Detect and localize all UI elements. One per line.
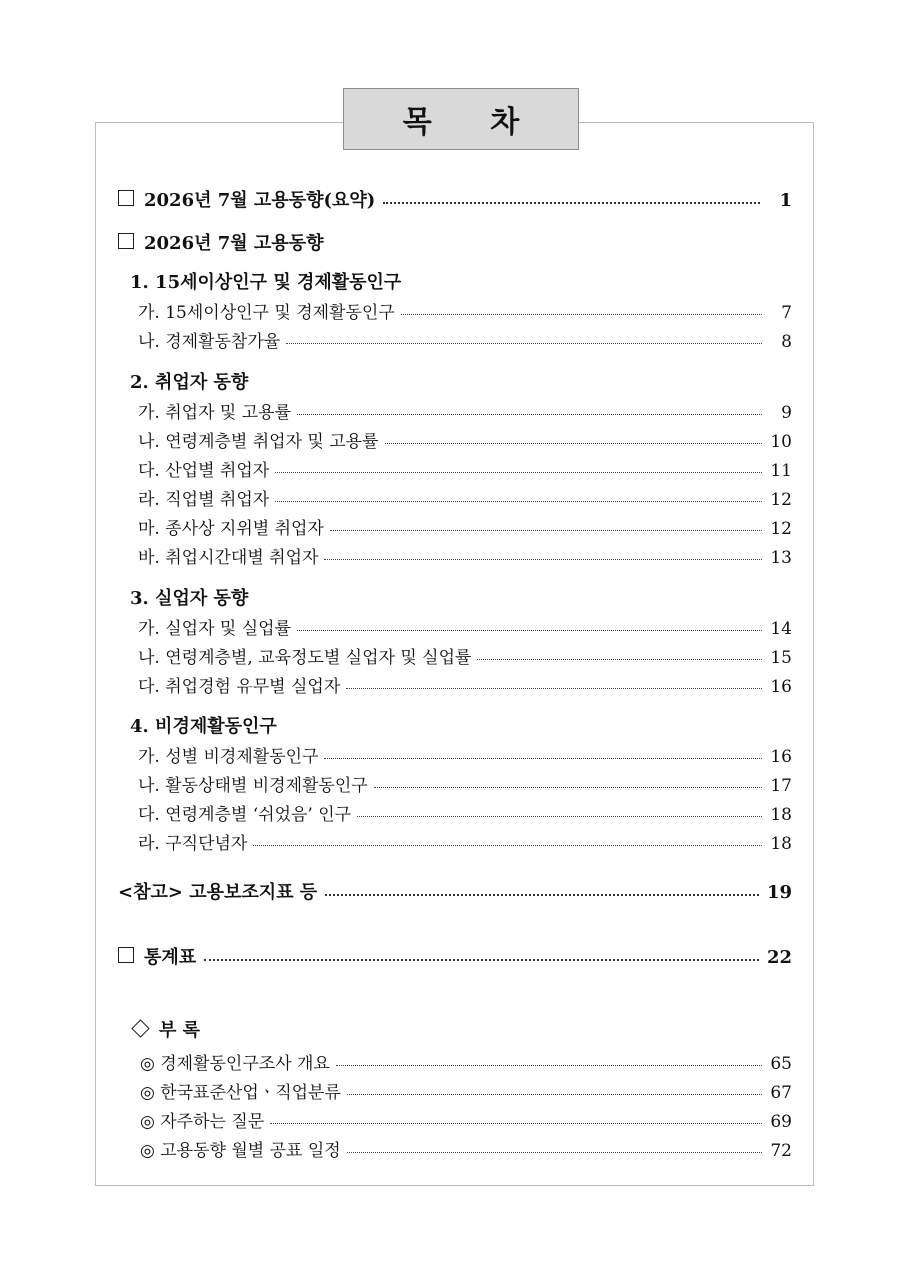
toc-entry-page: 16 <box>770 747 792 767</box>
appendix-entry-page: 65 <box>770 1054 792 1074</box>
toc-entry[interactable] <box>118 268 804 294</box>
toc-entry-label: 2026년 7월 고용동향(요약) <box>144 190 376 211</box>
toc-entry[interactable] <box>118 712 804 738</box>
toc-entry-label: 나. 연령계층별, 교육정도별 실업자 및 실업률 <box>138 648 472 668</box>
appendix-entry[interactable] <box>118 1136 792 1161</box>
dot-leader <box>385 443 762 444</box>
toc-entry[interactable] <box>118 878 792 904</box>
appendix-title <box>130 1016 200 1042</box>
toc-entry[interactable] <box>118 327 792 352</box>
toc-entry[interactable] <box>118 398 792 423</box>
dot-leader <box>204 959 759 961</box>
dot-leader <box>336 1065 762 1066</box>
toc-entry[interactable] <box>118 186 792 212</box>
dot-leader <box>383 202 760 204</box>
toc-entry-page: 16 <box>770 677 792 697</box>
toc-entry-page: 8 <box>781 332 792 352</box>
toc-entry[interactable] <box>118 584 804 610</box>
toc-entry-page: 12 <box>770 519 792 539</box>
toc-entry-label: 나. 활동상태별 비경제활동인구 <box>138 776 368 796</box>
appendix-entry-page: 67 <box>770 1083 792 1103</box>
toc-entry[interactable] <box>118 514 792 539</box>
toc-entry-page: 11 <box>770 461 792 481</box>
dot-leader <box>357 816 762 817</box>
appendix-entry-label: ◎ 한국표준산업ㆍ직업분류 <box>140 1083 341 1103</box>
dot-leader <box>324 559 762 560</box>
diamond-bullet-icon <box>131 1019 149 1037</box>
appendix-title-label: 부 록 <box>159 1020 201 1041</box>
toc-entry-label: 가. 성별 비경제활동인구 <box>138 747 319 767</box>
appendix-entry[interactable] <box>118 1078 792 1103</box>
toc-entry-label: 다. 산업별 취업자 <box>138 461 270 481</box>
toc-entry[interactable] <box>118 298 792 323</box>
toc-entry-page: 9 <box>781 403 792 423</box>
toc-entry-label: 3. 실업자 동향 <box>130 588 249 609</box>
appendix-entry-label: ◎ 자주하는 질문 <box>140 1112 265 1132</box>
square-bullet-icon <box>118 190 134 206</box>
appendix-entry[interactable] <box>118 1107 792 1132</box>
toc-entry-label: 나. 연령계층별 취업자 및 고용률 <box>138 432 379 452</box>
toc-entry-label: 라. 직업별 취업자 <box>138 490 270 510</box>
toc-entry-label: 나. 경제활동참가율 <box>138 332 281 352</box>
appendix-entry-label: ◎ 경제활동인구조사 개요 <box>140 1054 330 1074</box>
toc-entry-label: 다. 취업경험 유무별 실업자 <box>138 677 341 697</box>
toc-entry-page: 17 <box>770 776 792 796</box>
page-title: 목 차 <box>343 88 579 150</box>
dot-leader <box>275 501 762 502</box>
toc-entry-page: 7 <box>781 303 792 323</box>
toc-entry[interactable] <box>118 943 792 969</box>
appendix-entry-label: ◎ 고용동향 월별 공표 일정 <box>140 1141 341 1161</box>
dot-leader <box>297 414 762 415</box>
toc-entry-label: 마. 종사상 지위별 취업자 <box>138 519 324 539</box>
toc-entry-page: 19 <box>766 882 792 903</box>
toc-entry-label: 라. 구직단념자 <box>138 834 248 854</box>
toc-entry-label: 가. 15세이상인구 및 경제활동인구 <box>138 303 395 323</box>
toc-entry[interactable] <box>118 543 792 568</box>
toc-entry[interactable] <box>118 672 792 697</box>
toc-entry-page: 14 <box>770 619 792 639</box>
dot-leader <box>347 1152 762 1153</box>
dot-leader <box>297 630 762 631</box>
dot-leader <box>325 894 759 896</box>
toc-entry-page: 10 <box>770 432 792 452</box>
toc-entry-label: 가. 실업자 및 실업률 <box>138 619 291 639</box>
toc-entry-label: 2026년 7월 고용동향 <box>144 233 324 254</box>
dot-leader <box>275 472 762 473</box>
toc-entry-page: 18 <box>770 805 792 825</box>
toc-entry-label: 바. 취업시간대별 취업자 <box>138 548 319 568</box>
toc-entry-page: 15 <box>770 648 792 668</box>
dot-leader <box>477 659 762 660</box>
toc-entry-page: 18 <box>770 834 792 854</box>
toc-entry[interactable] <box>118 485 792 510</box>
toc-entry[interactable] <box>118 427 792 452</box>
toc-entry-page: 13 <box>770 548 792 568</box>
toc-entry-label: 통계표 <box>144 947 197 968</box>
dot-leader <box>286 343 762 344</box>
dot-leader <box>346 688 762 689</box>
toc-entry-label: 다. 연령계층별 ‘쉬었음’ 인구 <box>138 805 352 825</box>
toc-entry[interactable] <box>118 614 792 639</box>
square-bullet-icon <box>118 233 134 249</box>
toc-entry-label: 2. 취업자 동향 <box>130 372 249 393</box>
toc-entry-label: <참고> 고용보조지표 등 <box>118 882 318 903</box>
toc-entry[interactable] <box>118 771 792 796</box>
toc-entry[interactable] <box>118 800 792 825</box>
toc-entry-label: 4. 비경제활동인구 <box>130 716 277 737</box>
toc-entry[interactable] <box>118 456 792 481</box>
dot-leader <box>270 1123 762 1124</box>
toc-entry[interactable] <box>118 368 804 394</box>
toc-entry-page: 12 <box>770 490 792 510</box>
toc-entry-label: 1. 15세이상인구 및 경제활동인구 <box>130 272 402 293</box>
dot-leader <box>253 845 762 846</box>
toc-entry-page: 1 <box>779 190 792 211</box>
dot-leader <box>324 758 762 759</box>
toc-entry[interactable] <box>118 829 792 854</box>
square-bullet-icon <box>118 947 134 963</box>
toc-entry-page: 22 <box>766 947 792 968</box>
dot-leader <box>401 314 762 315</box>
dot-leader <box>330 530 762 531</box>
toc-entry-label: 가. 취업자 및 고용률 <box>138 403 291 423</box>
appendix-entry[interactable] <box>118 1049 792 1074</box>
dot-leader <box>347 1094 762 1095</box>
appendix-entry-page: 69 <box>770 1112 792 1132</box>
dot-leader <box>374 787 762 788</box>
toc-entry[interactable] <box>118 742 792 767</box>
toc-entry[interactable] <box>118 229 792 255</box>
appendix-entry-page: 72 <box>770 1141 792 1161</box>
toc-entry[interactable] <box>118 643 792 668</box>
